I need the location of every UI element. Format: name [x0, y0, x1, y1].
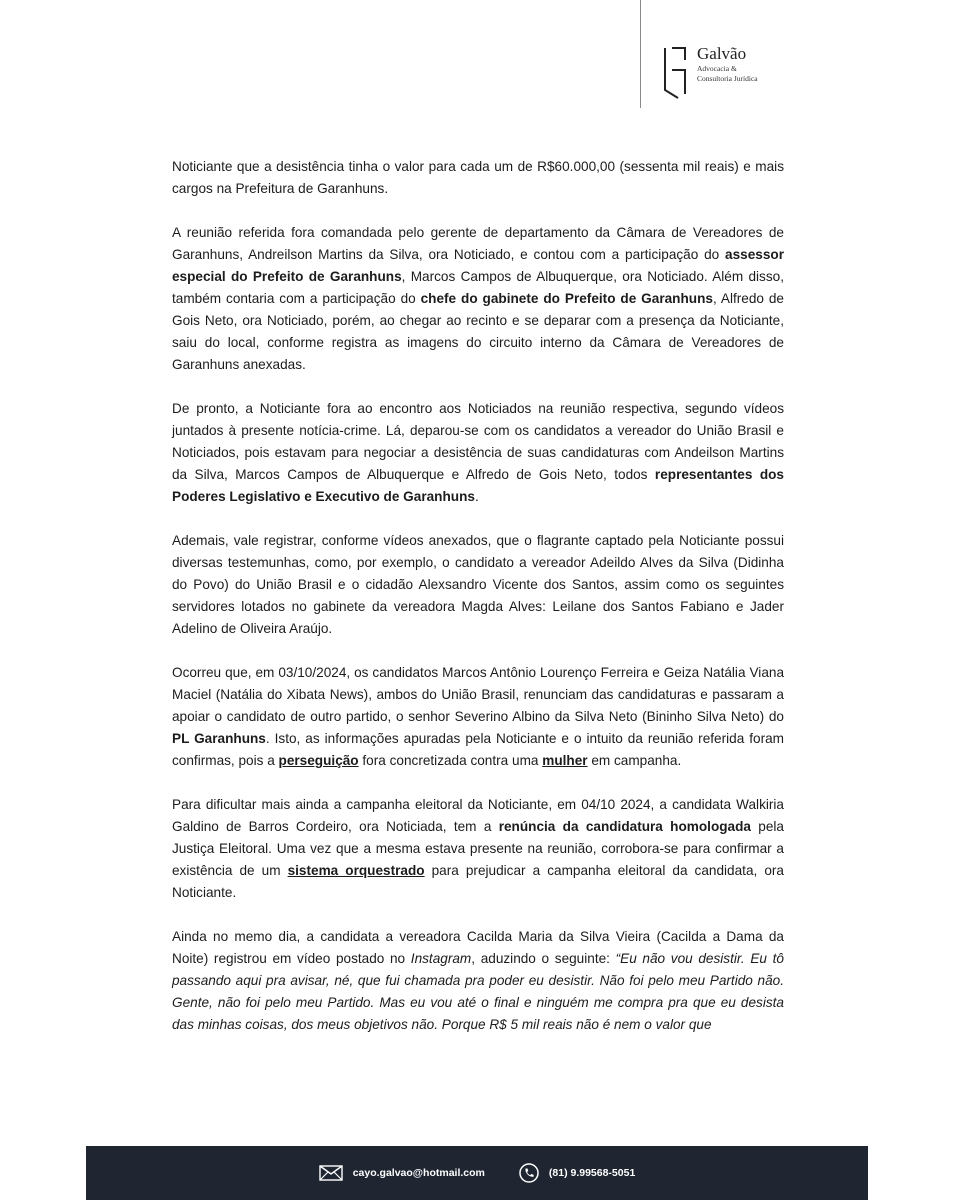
paragraph-7: Ainda no memo dia, a candidata a vereadora Cacilda Maria da Silva Vieira (Cacilda a Dama da Noite) registrou em vídeo postado no Instagram, aduzindo o seguinte: “Eu não vou desistir. Eu tô passando aqui pra avisar, né, que fui chamada pra poder eu desistir. Não foi pelo meu Partido não. Gente, não foi pelo meu Partido. Mas eu vou até o final e ninguém me compra pra que eu desista das minhas coisas, dos meus objetivos não. Porque R$ 5 mil reais não é nem o valor que	[172, 929, 784, 1032]
firm-subtitle-2: Consultoria Jurídica	[697, 74, 758, 83]
paragraph-2: A reunião referida fora comandada pelo gerente de departamento da Câmara de Vereadores de Garanhuns, Andreilson Martins da Silva, ora Noticiado, e contou com a participação do assessor especial do Prefeito de Garanhuns, Marcos Campos de Albuquerque, ora Noticiado. Além disso, também contaria com a participação do chefe do gabinete do Prefeito de Garanhuns, Alfredo de Gois Neto, ora Noticiado, porém, ao chegar ao recinto e se deparar com a presença da Noticiante, saiu do local, conforme registra as imagens do circuito interno da Câmara de Vereadores de Garanhuns anexadas.	[172, 225, 784, 372]
paragraph-5: Ocorreu que, em 03/10/2024, os candidatos Marcos Antônio Lourenço Ferreira e Geiza Natália Viana Maciel (Natália do Xibata News), ambos do União Brasil, renunciam das candidaturas e passaram a apoiar o candidato de outro partido, o senhor Severino Albino da Silva Neto (Bininho Silva Neto) do PL Garanhuns. Isto, as informações apuradas pela Noticiante e o intuito da reunião referida foram confirmas, pois a perseguição fora concretizada contra uma mulher em campanha.	[172, 665, 784, 768]
paragraph-6: Para dificultar mais ainda a campanha eleitoral da Noticiante, em 04/10 2024, a candidata Walkiria Galdino de Barros Cordeiro, ora Noticiada, tem a renúncia da candidatura homologada pela Justiça Eleitoral. Uma vez que a mesma estava presente na reunião, corrobora-se para confirmar a existência de um sistema orquestrado para prejudicar a campanha eleitoral da candidata, ora Noticiante.	[172, 797, 784, 900]
paragraph-1: Noticiante que a desistência tinha o valor para cada um de R$60.000,00 (sessenta mil reais) e mais cargos na Prefeitura de Garanhuns.	[172, 159, 784, 196]
galvao-monogram-icon	[663, 46, 689, 100]
paragraph-3: De pronto, a Noticiante fora ao encontro aos Noticiados na reunião respectiva, segundo vídeos juntados à presente notícia-crime. Lá, deparou-se com os candidatos a vereador do União Brasil e Noticiados, pois estavam para negociar a desistência de suas candidaturas com Andeilson Martins da Silva, Marcos Campos de Albuquerque e Alfredo de Gois Neto, todos representantes dos Poderes Legislativo e Executivo de Garanhuns.	[172, 401, 784, 504]
phone-text: (81) 9.99568-5051	[548, 1167, 636, 1179]
document-body	[172, 156, 784, 1058]
footer-email[interactable]	[319, 1165, 485, 1181]
firm-subtitle-1: Advocacia &	[697, 64, 737, 73]
footer-bar	[86, 1146, 868, 1200]
envelope-icon	[319, 1165, 343, 1181]
email-text: cayo.galvao@hotmail.com	[352, 1167, 485, 1179]
phone-icon	[519, 1163, 539, 1183]
footer-phone[interactable]	[519, 1163, 635, 1183]
paragraph-4: Ademais, vale registrar, conforme vídeos anexados, que o flagrante captado pela Noticiante possui diversas testemunhas, como, por exemplo, o candidato a vereador Adeildo Alves da Silva (Didinha do Povo) do União Brasil e o cidadão Alexsandro Vicente dos Santos, assim como os seguintes servidores lotados no gabinete da vereadora Magda Alves: Leilane dos Santos Fabiano e Jader Adelino de Oliveira Araújo.	[172, 533, 784, 636]
firm-name: Galvão	[697, 44, 747, 63]
firm-logo	[663, 46, 758, 100]
header-divider	[640, 0, 641, 108]
